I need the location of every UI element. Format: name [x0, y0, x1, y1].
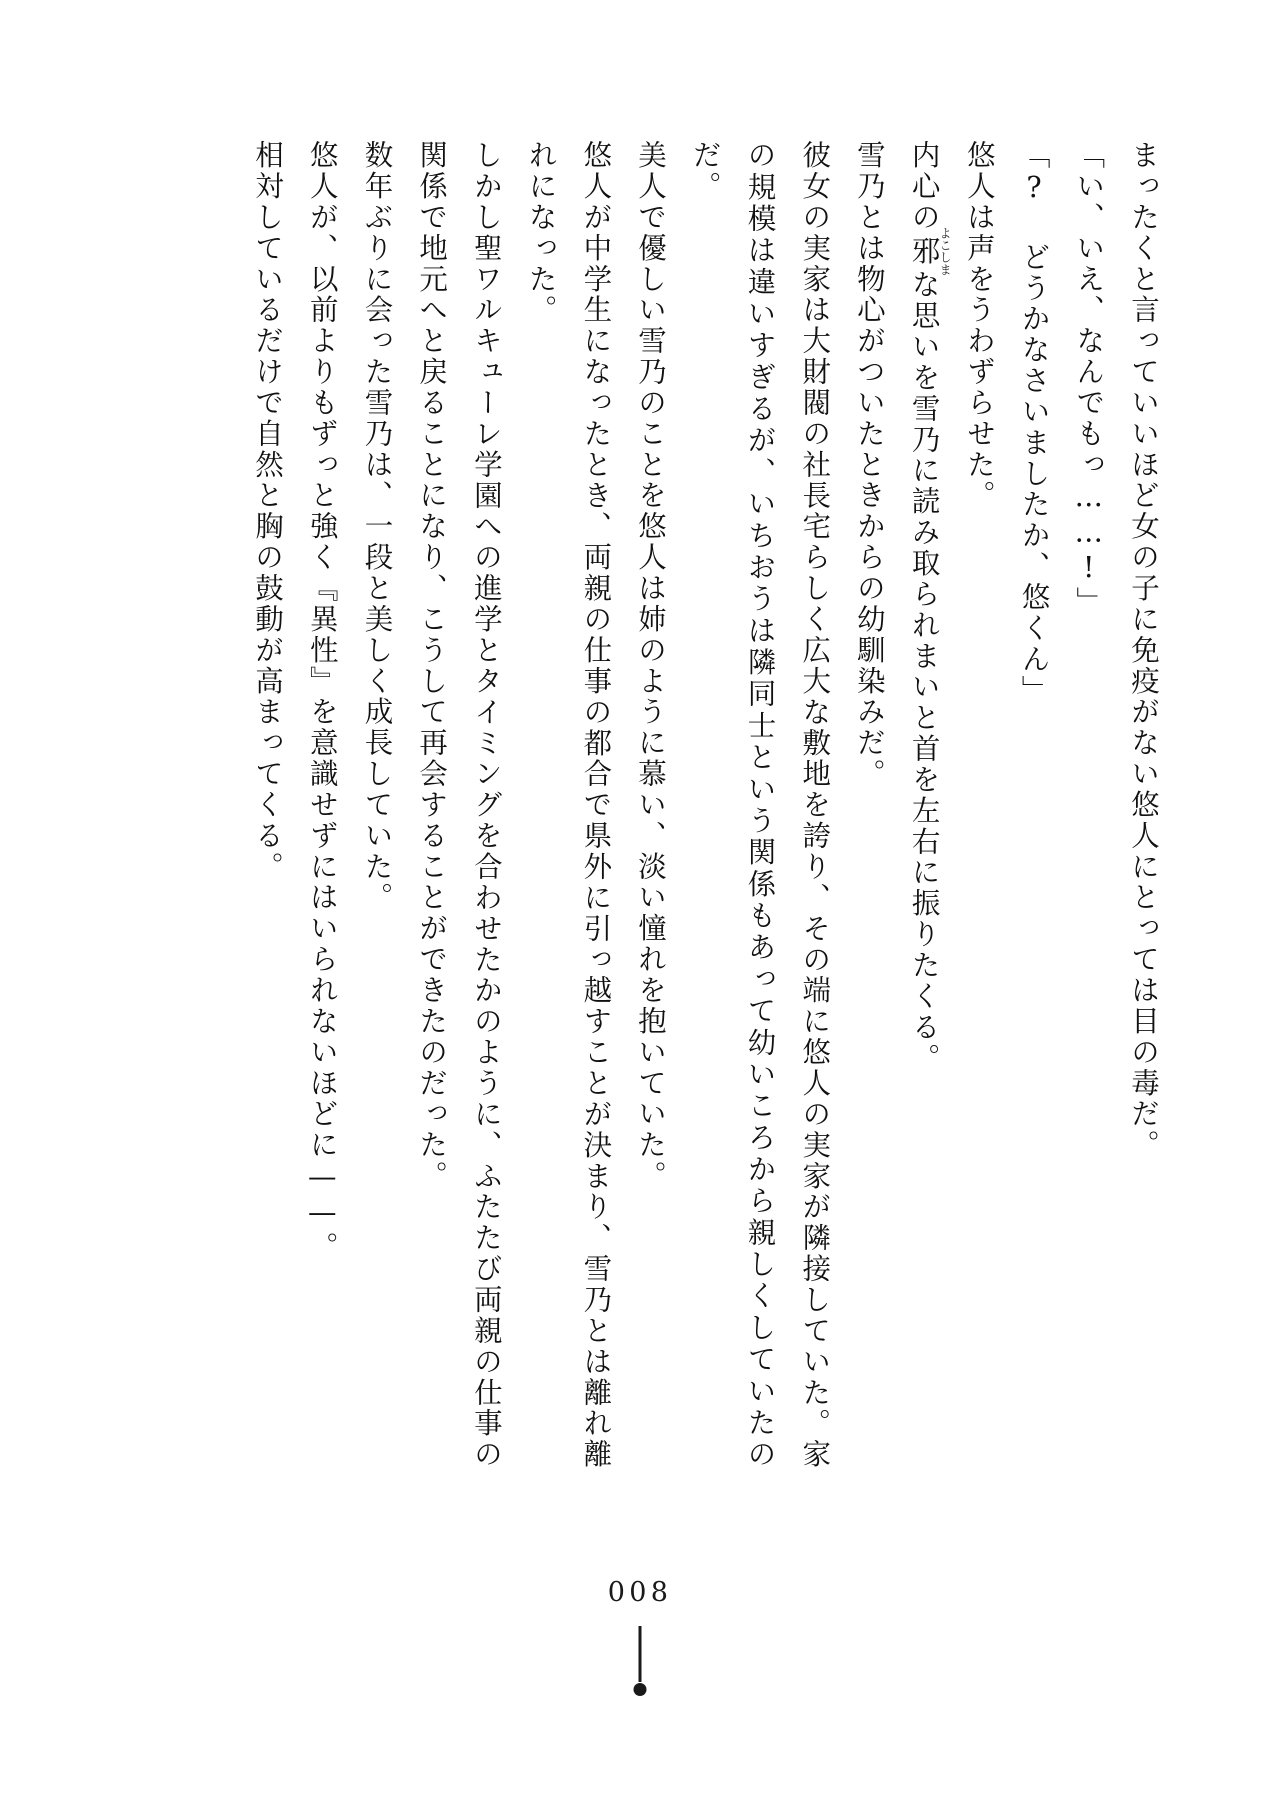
vertical-text-body — [160, 140, 1170, 1470]
page-footer-rule — [639, 1626, 642, 1682]
paragraph-with-ruby — [896, 140, 951, 1470]
ruby-reading: よこしま — [938, 226, 953, 276]
page-number: 008 — [607, 1577, 673, 1608]
paragraph: 彼女の実家は大財閥の社長宅らしく広大な敷地を誇り、その端に悠人の実家が隣接していた。家の規模は違いすぎるが、いちおうは隣同士という関係もあって幼いころから親しくしていたのだ。 — [688, 140, 832, 1470]
ruby-annotation — [907, 226, 953, 276]
paragraph: しかし聖ワルキューレ学園への進学とタイミングを合わせたかのように、ふたたび両親の仕事の関係で地元へと戻ることになり、こうして再会することができたのだった。 — [415, 140, 503, 1470]
ruby-prefix-text: 内心の — [907, 140, 941, 233]
paragraph-dialogue: 「? どうかなさいましたか、悠くん」 — [1017, 140, 1051, 706]
paragraph: 雪乃とは物心がついたときからの幼馴染みだ。 — [852, 140, 886, 790]
paragraph-dialogue: 「い、いえ、なんでもっ……!」 — [1072, 140, 1106, 618]
page-footer-dot — [634, 1683, 647, 1696]
paragraph: まったくと言っていいほど女の子に免疫がない悠人にとっては目の毒だ。 — [1127, 140, 1160, 1161]
paragraph: 悠人は声をうわずらせた。 — [962, 140, 996, 512]
paragraph: 悠人が、以前よりもずっと強く『異性』を意識せずにはいられないほどに——。 — [305, 140, 339, 1263]
paragraph: 美人で優しい雪乃のことを悠人は姉のように慕い、淡い憧れを抱いていた。 — [634, 140, 668, 1192]
paragraph: 数年ぶりに会った雪乃は、一段と美しく成長していた。 — [360, 140, 394, 914]
paragraph: 悠人が中学生になったとき、両親の仕事の都合で県外に引っ越すことが決まり、雪乃とは離れ離れになった。 — [524, 140, 613, 1470]
ruby-suffix-text: な思いを雪乃に読み取られまいと首を左右に振りたくる。 — [907, 269, 941, 1074]
ruby-base: 邪 — [907, 226, 941, 276]
paragraph: 相対しているだけで自然と胸の鼓動が高まってくる。 — [251, 140, 284, 883]
